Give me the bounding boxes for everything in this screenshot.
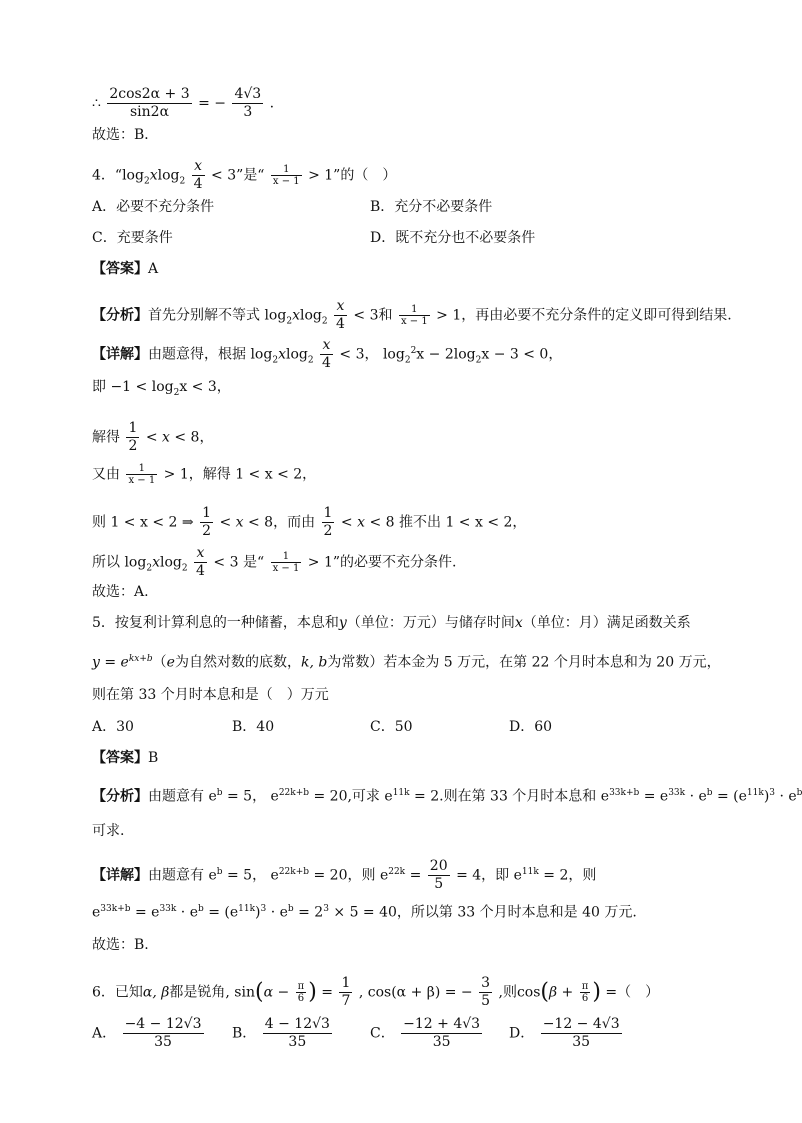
q5-analysis-cont: 可求. — [92, 823, 125, 839]
q4-choose: 故选：A. — [92, 584, 149, 600]
q6-option-b[interactable]: B． $\frac{4 - 12√3}{35}$ — [232, 1016, 330, 1050]
q3-choose: 故选：B． — [92, 127, 159, 143]
q4-answer: 【答案】A — [92, 261, 159, 277]
q5-choose: 故选：B. — [92, 937, 149, 953]
q4-option-c[interactable]: C．充要条件 — [92, 230, 173, 246]
q6-option-d[interactable]: D． $\frac{-12 - 4√3}{35}$ — [509, 1016, 620, 1050]
q5-option-a[interactable]: A．30 — [92, 719, 134, 735]
q4-analysis: 【分析】首先分别解不等式 $\log_2xlog_2$ $\frac{x}{4}$ < 3和 $\frac{1}{x - 1}$ > 1，再由必要不充分条件的定义即可得到结果. — [92, 298, 732, 332]
top-equation: ∴ $\frac{2\cos 2\alpha + 3}{\sin 2\alpha}$ = − $\frac{4√3}{3}$ . — [92, 86, 275, 120]
fraction-4root3: $\frac{4√3}{3}$ — [234, 86, 262, 120]
q4-step1: 即 $-1 < \log_2x < 3$， — [92, 379, 231, 398]
q4-step4: 则 1 < x < 2 ⇒ $\frac{1}{2}$ < x < 8，而由 $\frac{1}{2}$ < x < 8 推不出 1 < x < 2， — [92, 505, 527, 539]
q4-step3: 又由 $\frac{1}{x - 1}$ > 1，解得 1 < x < 2， — [92, 463, 317, 486]
q5-detail-calc: $e^{33k+b} = e^{33k} \cdot e^b = (e^{11k})^3 \cdot e^b = 2^3 \times 5 = 40$，所以第 33 个月时本息和是 40 万元. — [92, 904, 637, 921]
q4-conclusion: 所以 $\log_2xlog_2$ $\frac{x}{4}$ < 3 是“ $\frac{1}{x - 1}$ > 1”的必要不充分条件. — [92, 545, 457, 579]
therefore-symbol: ∴ — [92, 95, 101, 112]
q5-analysis: 【分析】由题意有 $e^b = 5$， $e^{22k+b} = 20$,可求 $e^{11k} = 2$.则在第 33 个月时本息和 $e^{33k+b} = e^{33k} \cdot e^b = (e^{11k})^3 \cdot e^b$ — [92, 788, 802, 805]
q5-stem-line3: 则在第 33 个月时本息和是（ ）万元 — [92, 687, 329, 703]
q5-stem-line1: 5．按复利计算利息的一种储蓄，本息和y（单位：万元）与储存时间x（单位：月）满足函数关系 — [92, 615, 691, 631]
q5-stem-line2: $y = e^{kx+b}(e$为自然对数的底数，k, b为常数）若本金为 5 万元，在第 22 个月时本息和为 20 万元， — [92, 654, 721, 671]
q5-option-d[interactable]: D．60 — [509, 719, 553, 735]
q5-option-c[interactable]: C．50 — [370, 719, 413, 735]
q4-stem: 4．“$\log_2xlog_2$ $\frac{x}{4}$ < 3”是“ $\frac{1}{x - 1}$ > 1”的（ ） — [92, 158, 397, 192]
q6-option-a[interactable]: A． $\frac{-4 - 12√3}{35}$ — [92, 1016, 202, 1050]
q4-option-a[interactable]: A．必要不充分条件 — [92, 199, 215, 215]
q5-option-b[interactable]: B．40 — [232, 719, 275, 735]
q5-answer: 【答案】B — [92, 750, 159, 766]
q4-option-b[interactable]: B．充分不必要条件 — [370, 199, 493, 215]
q5-detail: 【详解】由题意有 $e^b = 5$， $e^{22k+b} = 20$，则 $e^{22k}$ = $\frac{20}{5}$ = 4，即 $e^{11k} = 2$，则 — [92, 858, 597, 892]
q6-option-c[interactable]: C． $\frac{-12 + 4√3}{35}$ — [370, 1016, 481, 1050]
q4-detail: 【详解】由题意得，根据 $\log_2xlog_2$ $\frac{x}{4}$ < 3， $\log_2^2x - 2\log_2x - 3 < 0$， — [92, 337, 563, 371]
fraction-cos-sin: $\frac{2\cos 2\alpha + 3}{\sin 2\alpha}$ — [109, 86, 190, 120]
q6-stem: 6．已知α, β都是锐角, sin(α − $\frac{\pi}{6}$ ) = $\frac{1}{7}$ , cos(α + β) = − $\frac{3}{5}$ ,则cos(β + $\frac{\pi}{6}$ ) =（ ） — [92, 975, 660, 1009]
q4-step2: 解得 $\frac{1}{2}$ < x < 8， — [92, 420, 214, 454]
q4-option-d[interactable]: D．既不充分也不必要条件 — [370, 230, 536, 246]
